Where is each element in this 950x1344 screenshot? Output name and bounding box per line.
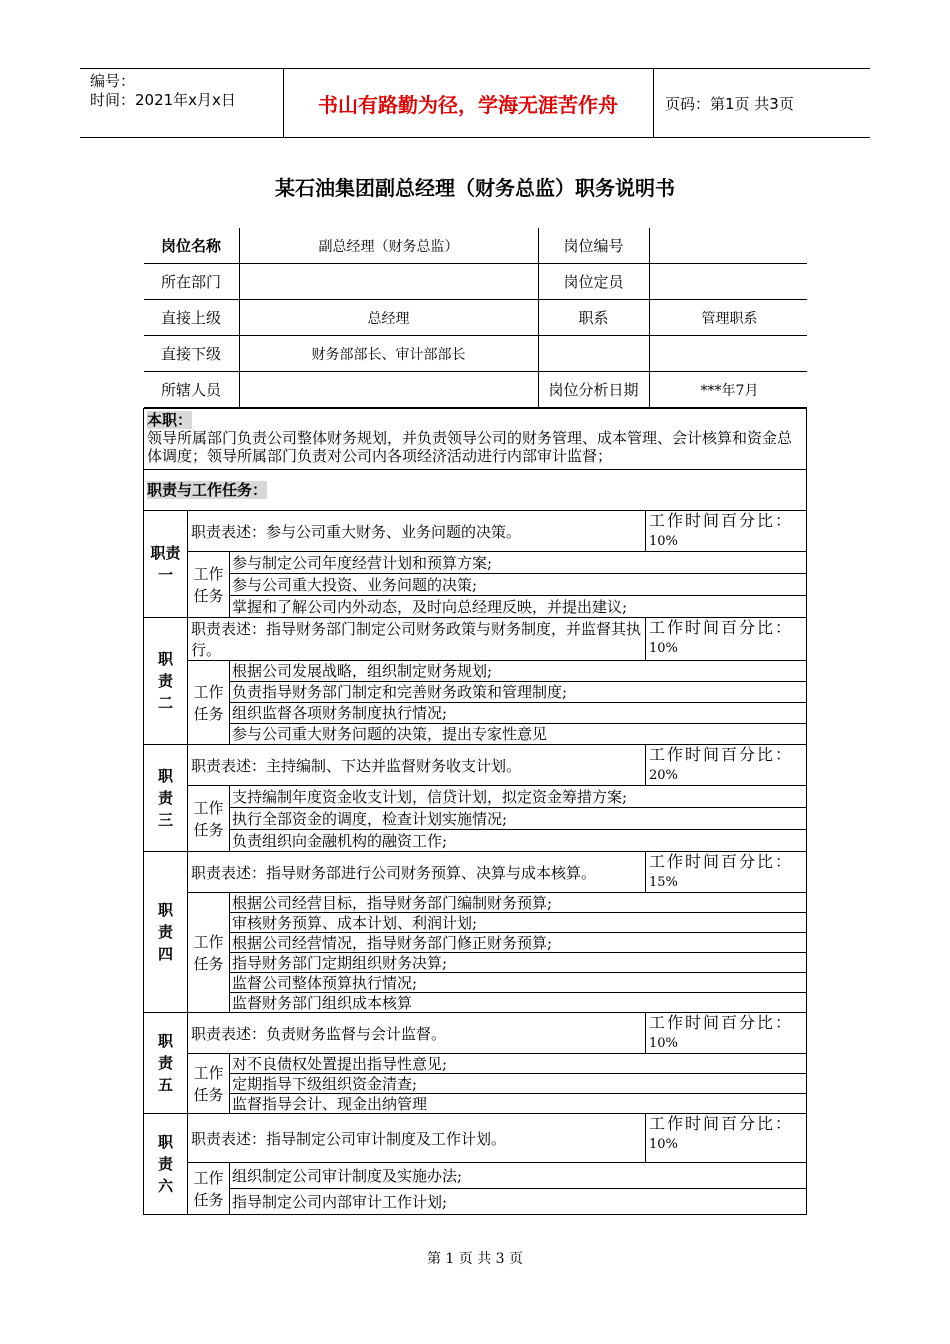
info-value-2 [649, 336, 807, 372]
percentage-label: 工作时间百分比： [649, 1114, 794, 1133]
info-label-2: 职系 [538, 300, 649, 336]
info-label: 直接上级 [144, 300, 240, 336]
summary-row [144, 409, 807, 470]
info-value [239, 264, 538, 300]
work-task-label [188, 893, 230, 1013]
task-row [144, 993, 807, 1013]
duty-label-text: 职 责 六 [157, 1133, 173, 1195]
task-row [144, 703, 807, 724]
info-label: 直接下级 [144, 336, 240, 372]
info-row-table [144, 372, 807, 408]
info-label: 所辖人员 [144, 372, 240, 408]
info-row [144, 336, 807, 372]
duty-label-text: 职 责 二 [157, 650, 173, 712]
task-item: 参与制定公司年度经营计划和预算方案; [230, 552, 807, 574]
duty-percentage [646, 1114, 807, 1163]
task-item: 负责指导财务部门制定和完善财务政策和管理制度; [230, 682, 807, 703]
info-row [144, 300, 807, 336]
code-label: 编号： [90, 72, 136, 90]
task-row [144, 973, 807, 993]
percentage-label: 工作时间百分比： [649, 852, 794, 871]
percentage-value: 15% [649, 875, 678, 890]
duty-desc-row [144, 745, 807, 786]
task-item: 支持编制年度资金收支计划，信贷计划，拟定资金筹措方案; [230, 786, 807, 808]
work-task-label [188, 552, 230, 618]
task-row [144, 724, 807, 745]
duty-label-text: 职 责 三 [157, 767, 173, 829]
duty-label [144, 1013, 188, 1114]
task-item: 负责组织向金融机构的融资工作; [230, 830, 807, 852]
duty-percentage [646, 511, 807, 552]
duty-desc-row [144, 511, 807, 552]
duty-label [144, 511, 188, 618]
info-row-table [144, 228, 807, 264]
task-row [144, 808, 807, 830]
header-page-info: 页码：第1页 共3页 [665, 94, 794, 113]
task-row [144, 953, 807, 973]
info-label-2: 岗位编号 [538, 228, 649, 264]
task-item: 对不良债权处置提出指导性意见; [230, 1054, 807, 1074]
work-task-label [188, 661, 230, 745]
task-row [144, 1054, 807, 1074]
info-row-table [144, 336, 807, 372]
duties-heading-row [144, 470, 807, 511]
job-description-table [143, 228, 807, 1215]
info-label-2: 岗位定员 [538, 264, 649, 300]
task-item: 根据公司经营情况，指导财务部门修正财务预算; [230, 933, 807, 953]
task-item: 组织监督各项财务制度执行情况; [230, 703, 807, 724]
duty-label [144, 1114, 188, 1215]
work-task-label-text: 工作 任务 [193, 798, 224, 839]
task-item: 根据公司发展战略，组织制定财务规划; [230, 661, 807, 682]
percentage-value: 10% [649, 641, 678, 656]
task-item: 监督指导会计、现金出纳管理 [230, 1094, 807, 1114]
percentage-value: 10% [649, 534, 678, 549]
task-item: 监督公司整体预算执行情况; [230, 973, 807, 993]
header-motto: 书山有路勤为径，学海无涯苦作舟 [318, 92, 618, 117]
duty-label-text: 职 责 五 [157, 1032, 173, 1094]
duty-label-text: 职 责 四 [157, 901, 173, 963]
duty-percentage [646, 1013, 807, 1054]
task-row [144, 596, 807, 618]
percentage-value: 10% [649, 1036, 678, 1051]
work-task-label [188, 786, 230, 852]
task-row [144, 1074, 807, 1094]
task-item: 参与公司重大财务问题的决策，提出专家性意见 [230, 724, 807, 745]
task-row [144, 893, 807, 913]
info-value-2: 管理职系 [649, 300, 807, 336]
duty-desc-row [144, 1013, 807, 1054]
info-value: 总经理 [239, 300, 538, 336]
work-task-label-text: 工作 任务 [193, 682, 224, 723]
info-row [144, 264, 807, 300]
info-row [144, 228, 807, 264]
task-item: 根据公司经营目标，指导财务部门编制财务预算; [230, 893, 807, 913]
duties-heading: 职责与工作任务： [147, 481, 268, 499]
info-label-2 [538, 336, 649, 372]
task-row [144, 786, 807, 808]
task-item: 执行全部资金的调度，检查计划实施情况; [230, 808, 807, 830]
percentage-label: 工作时间百分比： [649, 511, 794, 530]
info-row-table [144, 300, 807, 336]
percentage-label: 工作时间百分比： [649, 618, 794, 637]
task-row [144, 574, 807, 596]
duty-label [144, 745, 188, 852]
info-value-2 [649, 264, 807, 300]
duty-description: 职责表述：参与公司重大财务、业务问题的决策。 [188, 511, 646, 552]
info-label: 岗位名称 [144, 228, 240, 264]
summary-text: 领导所属部门负责公司整体财务规划，并负责领导公司的财务管理、成本管理、会计核算和资金总体调度；领导所属部门负责对公司内各项经济活动进行内部审计监督； [147, 429, 793, 465]
task-row [144, 1189, 807, 1215]
work-task-label [188, 1054, 230, 1114]
info-value: 财务部部长、审计部部长 [239, 336, 538, 372]
info-value [239, 372, 538, 408]
header-divider [653, 69, 654, 137]
duty-desc-row [144, 618, 807, 661]
info-value: 副总经理（财务总监） [239, 228, 538, 264]
duty-percentage [646, 745, 807, 786]
task-item: 指导财务部门定期组织财务决算; [230, 953, 807, 973]
task-item: 监督财务部门组织成本核算 [230, 993, 807, 1013]
percentage-value: 20% [649, 768, 678, 783]
duty-description: 职责表述：负责财务监督与会计监督。 [188, 1013, 646, 1054]
work-task-label-text: 工作 任务 [193, 1063, 224, 1104]
work-task-label-text: 工作 任务 [193, 1168, 224, 1209]
task-item: 指导制定公司内部审计工作计划; [230, 1189, 807, 1215]
task-row [144, 1163, 807, 1189]
page-footer: 第 1 页 共 3 页 [426, 1251, 524, 1267]
info-row [144, 372, 807, 409]
page-header [80, 68, 870, 138]
document-title: 某石油集团副总经理（财务总监）职务说明书 [275, 176, 675, 200]
task-row [144, 661, 807, 682]
time-label: 时间：2021年x月x日 [90, 91, 236, 109]
summary-heading: 本职： [147, 411, 193, 429]
info-label-2: 岗位分析日期 [538, 372, 649, 408]
task-row [144, 1094, 807, 1114]
task-item: 参与公司重大投资、业务问题的决策; [230, 574, 807, 596]
task-item: 审核财务预算、成本计划、利润计划; [230, 913, 807, 933]
duty-description: 职责表述：指导财务部门制定公司财务政策与财务制度，并监督其执行。 [188, 618, 646, 661]
info-label: 所在部门 [144, 264, 240, 300]
task-row [144, 830, 807, 852]
duty-desc-row [144, 1114, 807, 1163]
percentage-label: 工作时间百分比： [649, 745, 794, 764]
duty-desc-row [144, 852, 807, 893]
task-item: 组织制定公司审计制度及实施办法; [230, 1163, 807, 1189]
duty-description: 职责表述：指导财务部进行公司财务预算、决算与成本核算。 [188, 852, 646, 893]
task-row [144, 913, 807, 933]
percentage-value: 10% [649, 1137, 678, 1152]
duty-description: 职责表述：指导制定公司审计制度及工作计划。 [188, 1114, 646, 1163]
info-value-2: ***年7月 [649, 372, 807, 408]
header-meta [90, 72, 236, 110]
task-row [144, 552, 807, 574]
duty-description: 职责表述：主持编制、下达并监督财务收支计划。 [188, 745, 646, 786]
info-value-2 [649, 228, 807, 264]
percentage-label: 工作时间百分比： [649, 1013, 794, 1032]
duty-label [144, 618, 188, 745]
duty-label [144, 852, 188, 1013]
work-task-label [188, 1163, 230, 1215]
duty-percentage [646, 618, 807, 661]
task-item: 定期指导下级组织资金清查; [230, 1074, 807, 1094]
duty-label-text: 职责 一 [150, 544, 181, 584]
info-row-table [144, 264, 807, 300]
task-item: 掌握和了解公司内外动态，及时向总经理反映，并提出建议; [230, 596, 807, 618]
task-row [144, 933, 807, 953]
work-task-label-text: 工作 任务 [193, 564, 224, 605]
duty-percentage [646, 852, 807, 893]
task-row [144, 682, 807, 703]
work-task-label-text: 工作 任务 [193, 932, 224, 973]
